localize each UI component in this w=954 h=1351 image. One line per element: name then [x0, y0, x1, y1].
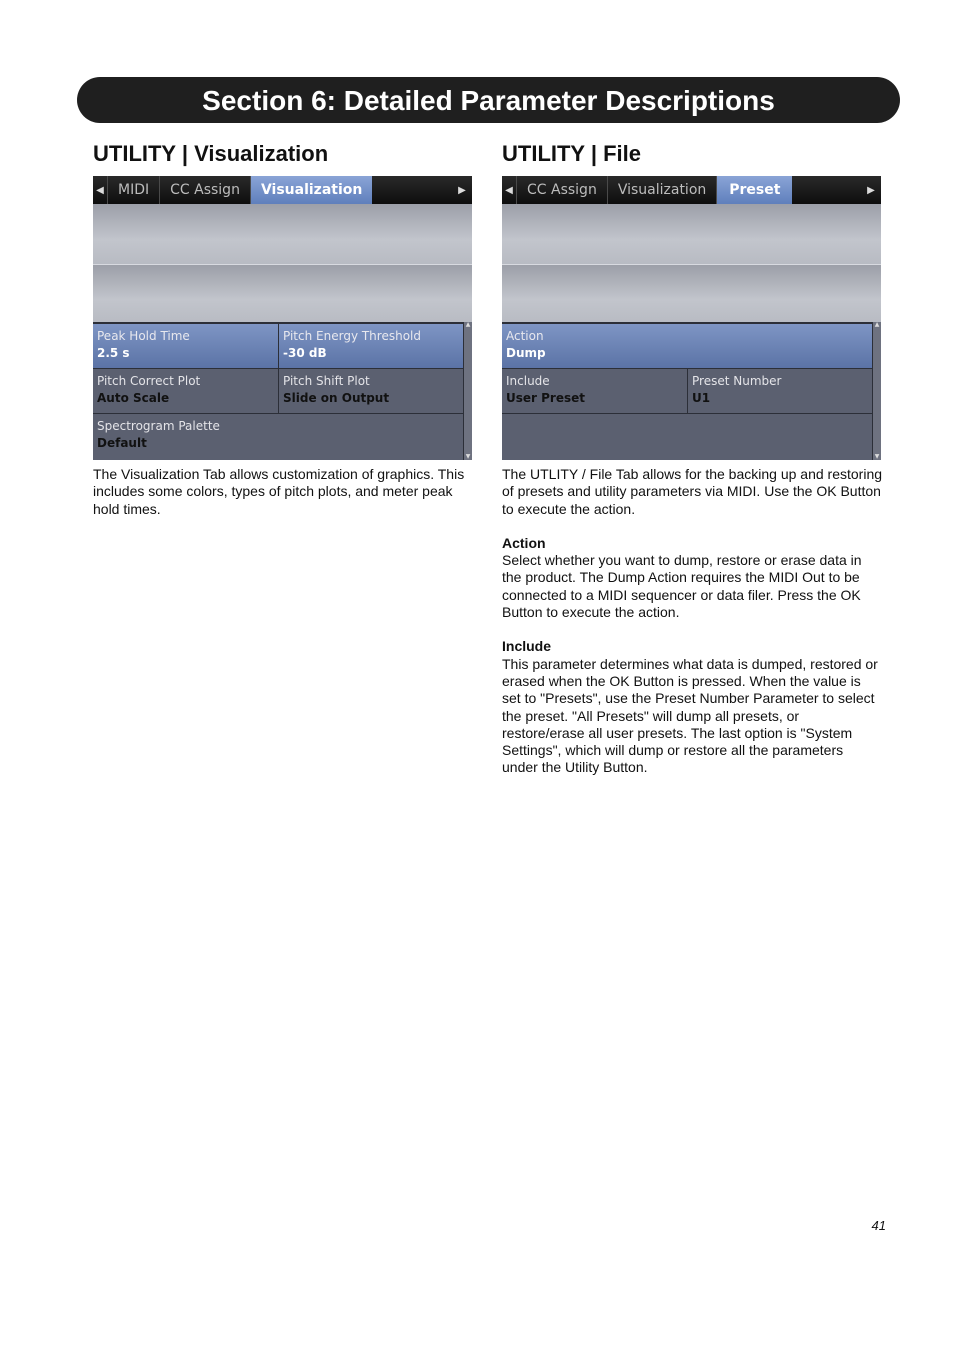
param-value: Default — [97, 436, 147, 450]
display-area-bottom — [93, 264, 472, 323]
parameter-scrollbar[interactable] — [463, 322, 472, 460]
display-area-bottom — [502, 264, 881, 323]
file-description: The UTLITY / File Tab allows for the backing up and restoring of presets and utility parameters via MIDI. Use the OK Button to execute the action. — [502, 466, 883, 517]
param-value: 2.5 s — [97, 346, 130, 360]
tab-preset[interactable]: Preset — [716, 176, 792, 204]
tab-left-arrow-icon[interactable]: ◀ — [505, 184, 513, 196]
scroll-down-icon[interactable]: ▼ — [874, 453, 880, 460]
tab-midi[interactable]: MIDI — [107, 176, 159, 204]
tab-bar — [93, 176, 472, 204]
parameter-scrollbar[interactable] — [872, 322, 881, 460]
empty-parameter-row — [502, 414, 873, 460]
parameter-row — [93, 369, 464, 414]
visualization-column — [93, 140, 473, 518]
visualization-screenshot — [93, 176, 472, 460]
param-label: Spectrogram Palette — [97, 419, 220, 433]
page-number: 41 — [871, 1218, 886, 1233]
parameter-row — [93, 414, 464, 460]
param-label: Pitch Energy Threshold — [283, 329, 421, 343]
parameter-row — [502, 324, 873, 369]
action-subheading: Action — [502, 534, 546, 551]
tab-visualization[interactable]: Visualization — [250, 176, 372, 204]
action-param[interactable] — [502, 324, 873, 368]
tab-right-arrow-icon[interactable]: ▶ — [458, 184, 466, 196]
pitch-energy-threshold-param[interactable] — [278, 324, 464, 368]
param-label: Include — [506, 374, 550, 388]
file-heading: UTILITY | File — [502, 141, 641, 166]
param-value: Slide on Output — [283, 391, 390, 405]
include-subheading: Include — [502, 638, 552, 655]
tab-cc-assign[interactable]: CC Assign — [516, 176, 607, 204]
scroll-up-icon[interactable]: ▲ — [874, 321, 880, 328]
display-area-top — [502, 204, 881, 264]
include-paragraph: This parameter determines what data is dumped, restored or erased when the OK Button is pressed. When the value is set to "Presets", use the Preset Number Parameter to select the preset. "All Presets" will dump all presets, or restore/erase all user presets. The last option is "System Settings", which will dump or restore all the parameters under the Utility Button. — [502, 655, 878, 776]
peak-hold-time-param[interactable] — [93, 324, 278, 368]
param-label: Pitch Shift Plot — [283, 374, 370, 388]
tab-right-arrow-icon[interactable]: ▶ — [867, 184, 875, 196]
action-paragraph: Select whether you want to dump, restore or erase data in the product. The Dump Action requires the MIDI Out to be connected to a MIDI sequencer or data filer. Press the OK Button to execute the action. — [502, 552, 862, 621]
pitch-correct-plot-param[interactable] — [93, 369, 278, 413]
page-title: Section 6: Detailed Parameter Descriptions — [202, 85, 775, 116]
parameter-panel — [93, 322, 464, 460]
visualization-heading: UTILITY | Visualization — [93, 141, 329, 166]
pitch-shift-plot-param[interactable] — [278, 369, 464, 413]
tab-cc-assign[interactable]: CC Assign — [159, 176, 250, 204]
parameter-panel — [502, 322, 873, 460]
tab-bar — [502, 176, 881, 204]
param-value: -30 dB — [283, 346, 327, 360]
param-label: Action — [506, 329, 544, 343]
include-param[interactable] — [502, 369, 687, 413]
visualization-description: The Visualization Tab allows customization of graphics. This includes some colors, types of pitch plots, and meter peak hold times. — [93, 466, 465, 517]
param-value: User Preset — [506, 391, 585, 405]
display-area-top — [93, 204, 472, 264]
scroll-up-icon[interactable]: ▲ — [465, 321, 471, 328]
file-column — [502, 140, 882, 777]
parameter-row — [502, 369, 873, 414]
spectrogram-palette-param[interactable] — [93, 414, 464, 460]
param-value: Auto Scale — [97, 391, 170, 405]
parameter-row — [93, 324, 464, 369]
tab-visualization[interactable]: Visualization — [607, 176, 716, 204]
param-value: U1 — [692, 391, 711, 405]
scroll-down-icon[interactable]: ▼ — [465, 453, 471, 460]
param-label: Preset Number — [692, 374, 782, 388]
param-label: Peak Hold Time — [97, 329, 190, 343]
param-value: Dump — [506, 346, 546, 360]
file-screenshot — [502, 176, 881, 460]
param-label: Pitch Correct Plot — [97, 374, 201, 388]
section-title-banner — [77, 77, 900, 123]
tab-left-arrow-icon[interactable]: ◀ — [96, 184, 104, 196]
preset-number-param[interactable] — [687, 369, 873, 413]
